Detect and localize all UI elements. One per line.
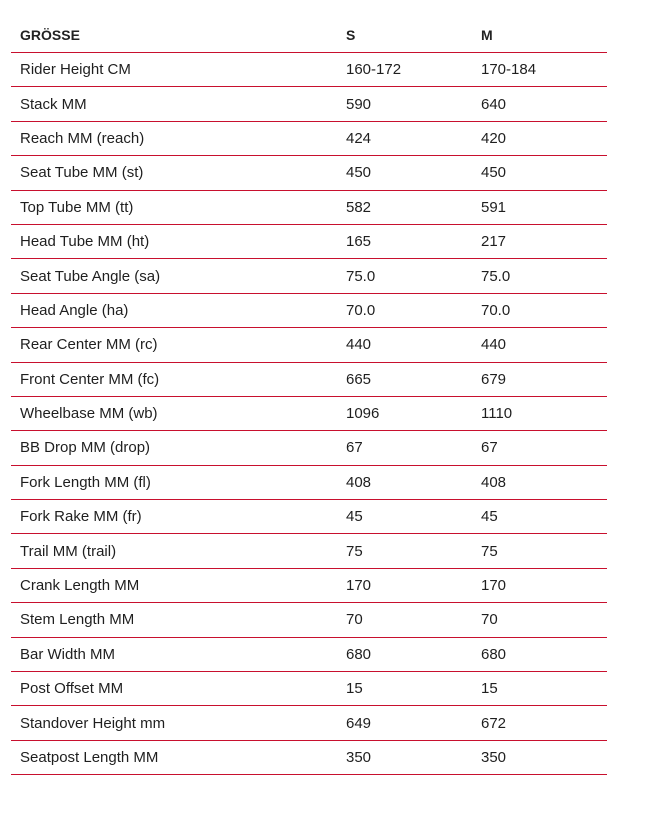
value-size-m: 45 xyxy=(472,500,607,534)
value-size-m: 15 xyxy=(472,672,607,706)
value-size-m: 75 xyxy=(472,534,607,568)
header-size-m: M xyxy=(472,18,607,53)
geometry-table xyxy=(11,18,607,775)
table-row xyxy=(11,534,607,568)
table-row xyxy=(11,465,607,499)
value-size-s: 350 xyxy=(337,740,472,774)
row-label: Crank Length MM xyxy=(11,568,337,602)
value-size-m: 420 xyxy=(472,121,607,155)
table-row xyxy=(11,224,607,258)
table-row xyxy=(11,740,607,774)
row-label: Fork Length MM (fl) xyxy=(11,465,337,499)
value-size-m: 672 xyxy=(472,706,607,740)
row-label: Standover Height mm xyxy=(11,706,337,740)
table-row xyxy=(11,87,607,121)
value-size-s: 649 xyxy=(337,706,472,740)
row-label: Seatpost Length MM xyxy=(11,740,337,774)
value-size-m: 440 xyxy=(472,328,607,362)
table-row xyxy=(11,568,607,602)
table-row xyxy=(11,53,607,87)
value-size-m: 640 xyxy=(472,87,607,121)
table-row xyxy=(11,396,607,430)
row-label: Head Tube MM (ht) xyxy=(11,224,337,258)
table-row xyxy=(11,706,607,740)
value-size-m: 408 xyxy=(472,465,607,499)
value-size-s: 45 xyxy=(337,500,472,534)
value-size-s: 75 xyxy=(337,534,472,568)
value-size-m: 70.0 xyxy=(472,293,607,327)
value-size-s: 15 xyxy=(337,672,472,706)
value-size-s: 665 xyxy=(337,362,472,396)
row-label: BB Drop MM (drop) xyxy=(11,431,337,465)
row-label: Head Angle (ha) xyxy=(11,293,337,327)
value-size-s: 75.0 xyxy=(337,259,472,293)
row-label: Wheelbase MM (wb) xyxy=(11,396,337,430)
value-size-m: 1110 xyxy=(472,396,607,430)
value-size-m: 75.0 xyxy=(472,259,607,293)
table-body xyxy=(11,53,607,775)
row-label: Seat Tube Angle (sa) xyxy=(11,259,337,293)
value-size-s: 67 xyxy=(337,431,472,465)
row-label: Seat Tube MM (st) xyxy=(11,156,337,190)
header-size-label: GRÖSSE xyxy=(11,18,337,53)
value-size-s: 424 xyxy=(337,121,472,155)
header-row xyxy=(11,18,607,53)
value-size-s: 450 xyxy=(337,156,472,190)
row-label: Bar Width MM xyxy=(11,637,337,671)
value-size-m: 350 xyxy=(472,740,607,774)
row-label: Rear Center MM (rc) xyxy=(11,328,337,362)
value-size-s: 165 xyxy=(337,224,472,258)
row-label: Front Center MM (fc) xyxy=(11,362,337,396)
table-row xyxy=(11,121,607,155)
table-row xyxy=(11,672,607,706)
row-label: Post Offset MM xyxy=(11,672,337,706)
value-size-m: 70 xyxy=(472,603,607,637)
value-size-m: 67 xyxy=(472,431,607,465)
table-header xyxy=(11,18,607,53)
table-row xyxy=(11,603,607,637)
row-label: Reach MM (reach) xyxy=(11,121,337,155)
table-row xyxy=(11,362,607,396)
value-size-m: 680 xyxy=(472,637,607,671)
row-label: Rider Height CM xyxy=(11,53,337,87)
value-size-s: 582 xyxy=(337,190,472,224)
value-size-s: 160-172 xyxy=(337,53,472,87)
row-label: Stack MM xyxy=(11,87,337,121)
table-row xyxy=(11,431,607,465)
table-row xyxy=(11,259,607,293)
value-size-s: 440 xyxy=(337,328,472,362)
value-size-s: 1096 xyxy=(337,396,472,430)
header-size-s: S xyxy=(337,18,472,53)
value-size-m: 591 xyxy=(472,190,607,224)
row-label: Trail MM (trail) xyxy=(11,534,337,568)
table-row xyxy=(11,328,607,362)
value-size-s: 170 xyxy=(337,568,472,602)
value-size-m: 170-184 xyxy=(472,53,607,87)
value-size-s: 680 xyxy=(337,637,472,671)
table-row xyxy=(11,190,607,224)
value-size-s: 70 xyxy=(337,603,472,637)
row-label: Top Tube MM (tt) xyxy=(11,190,337,224)
value-size-s: 408 xyxy=(337,465,472,499)
table-row xyxy=(11,500,607,534)
value-size-s: 590 xyxy=(337,87,472,121)
value-size-m: 170 xyxy=(472,568,607,602)
table-row xyxy=(11,293,607,327)
value-size-s: 70.0 xyxy=(337,293,472,327)
row-label: Stem Length MM xyxy=(11,603,337,637)
table-row xyxy=(11,637,607,671)
value-size-m: 679 xyxy=(472,362,607,396)
value-size-m: 217 xyxy=(472,224,607,258)
row-label: Fork Rake MM (fr) xyxy=(11,500,337,534)
value-size-m: 450 xyxy=(472,156,607,190)
table-row xyxy=(11,156,607,190)
